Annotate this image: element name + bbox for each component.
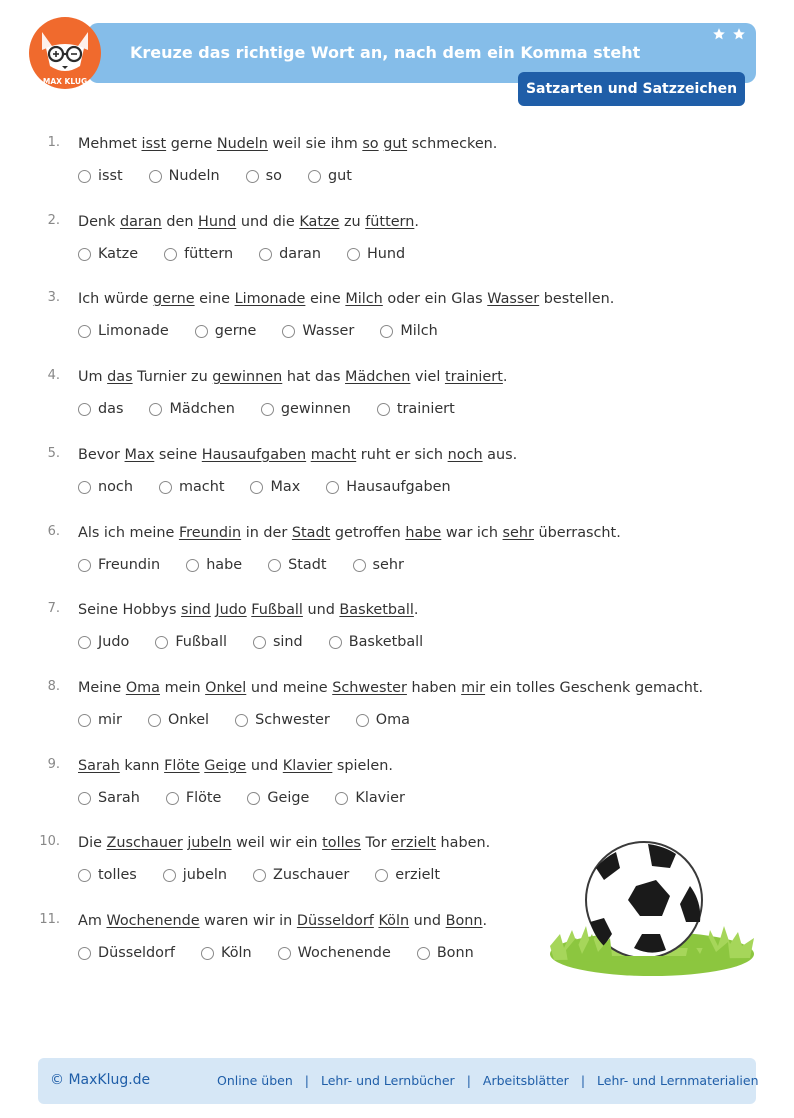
footer-link-arbeitsblaetter[interactable]: Arbeitsblätter [482, 1073, 569, 1088]
radio-button[interactable] [78, 869, 91, 882]
radio-button[interactable] [166, 792, 179, 805]
option-label: mir [98, 712, 122, 728]
option-label: so [265, 168, 282, 184]
sentence-text: Bevor [78, 447, 125, 463]
option-label: tolles [98, 867, 137, 883]
answer-option[interactable] [235, 709, 330, 731]
answer-option[interactable] [155, 631, 227, 653]
underlined-word: Klavier [282, 758, 333, 774]
answer-option[interactable] [253, 631, 303, 653]
sentence-text: bestellen. [539, 291, 615, 307]
question-sentence [78, 833, 490, 853]
radio-button[interactable] [356, 714, 369, 727]
radio-button[interactable] [78, 714, 91, 727]
underlined-word: Mädchen [345, 369, 411, 385]
underlined-word: Hund [198, 214, 237, 230]
underlined-word: Max [124, 447, 155, 463]
option-label: gut [327, 168, 352, 184]
radio-button[interactable] [353, 559, 366, 572]
answer-option[interactable] [195, 320, 257, 342]
option-label: Stadt [288, 557, 327, 573]
answer-option[interactable] [335, 787, 405, 809]
option-label: Wochenende [297, 945, 391, 961]
radio-button[interactable] [253, 869, 266, 882]
answer-option[interactable] [163, 864, 227, 886]
radio-button[interactable] [246, 170, 259, 183]
option-label: Judo [98, 634, 130, 650]
option-label: Limonade [98, 323, 169, 339]
option-label: habe [206, 557, 243, 573]
radio-button[interactable] [329, 636, 342, 649]
sentence-text: Mehmet [78, 136, 142, 152]
answer-option[interactable] [278, 942, 391, 964]
underlined-word: Basketball [339, 602, 414, 618]
question-sentence [78, 445, 517, 465]
answer-options [78, 398, 481, 420]
option-label: Wasser [302, 323, 355, 339]
question-number: 8. [47, 679, 60, 694]
option-label: Bonn [436, 945, 474, 961]
underlined-word: Wochenende [106, 913, 200, 929]
sentence-text: und [302, 602, 340, 618]
underlined-word: noch [447, 447, 483, 463]
difficulty-stars [712, 27, 746, 41]
radio-button[interactable] [261, 403, 274, 416]
underlined-word: jubeln [187, 835, 232, 851]
sentence-text: Als ich meine [78, 525, 179, 541]
sentence-text: Tor [360, 835, 392, 851]
radio-button[interactable] [308, 170, 321, 183]
footer-separator: | [466, 1073, 471, 1088]
underlined-word: gewinnen [212, 369, 283, 385]
question-sentence [78, 600, 418, 620]
sentence-text: aus. [482, 447, 518, 463]
sentence-text: Die [78, 835, 107, 851]
answer-option[interactable] [268, 554, 326, 576]
answer-option[interactable] [78, 476, 133, 498]
sentence-text: und meine [246, 680, 333, 696]
underlined-word: Bonn [445, 913, 483, 929]
answer-option[interactable] [326, 476, 450, 498]
answer-option[interactable] [201, 942, 252, 964]
radio-button[interactable] [78, 559, 91, 572]
underlined-word: Hausaufgaben [201, 447, 307, 463]
sentence-text: . [502, 369, 508, 385]
star-icon [732, 27, 746, 41]
sentence-text: war ich [441, 525, 503, 541]
sentence-text: spielen. [332, 758, 393, 774]
radio-button[interactable] [78, 403, 91, 416]
underlined-word: gerne [152, 291, 195, 307]
sentence-text: . [413, 602, 419, 618]
question-number: 3. [47, 290, 60, 305]
answer-option[interactable] [375, 864, 440, 886]
radio-button[interactable] [247, 792, 260, 805]
option-label: Freundin [98, 557, 161, 573]
option-label: isst [98, 168, 123, 184]
sentence-text: überrascht. [533, 525, 621, 541]
option-label: gerne [214, 323, 257, 339]
option-label: jubeln [182, 867, 228, 883]
answer-option[interactable] [78, 709, 122, 731]
answer-option[interactable] [164, 243, 233, 265]
answer-option[interactable] [78, 554, 160, 576]
radio-button[interactable] [250, 481, 263, 494]
radio-button[interactable] [326, 481, 339, 494]
sentence-text: und [409, 913, 446, 929]
radio-button[interactable] [417, 947, 430, 960]
answer-option[interactable] [186, 554, 242, 576]
option-label: Onkel [167, 712, 210, 728]
radio-button[interactable] [335, 792, 348, 805]
radio-button[interactable] [268, 559, 281, 572]
question-sentence [78, 911, 487, 931]
sentence-text: viel [410, 369, 445, 385]
option-label: Hausaufgaben [346, 479, 451, 495]
option-label: Hund [366, 246, 406, 262]
maxklug-logo [28, 16, 102, 90]
option-label: Milch [400, 323, 438, 339]
underlined-word: Judo [215, 602, 247, 618]
option-label: Köln [220, 945, 252, 961]
option-label: erzielt [395, 867, 441, 883]
sentence-text: . [482, 913, 488, 929]
option-label: trainiert [396, 401, 455, 417]
sentence-text: und [246, 758, 283, 774]
football-illustration [546, 838, 758, 980]
option-label: Max [270, 479, 301, 495]
underlined-word: Schwester [332, 680, 407, 696]
question-number: 10. [39, 834, 60, 849]
radio-button[interactable] [78, 947, 91, 960]
answer-options [78, 787, 431, 809]
question-sentence [78, 756, 393, 776]
sentence-text: Denk [78, 214, 120, 230]
underlined-word: macht [310, 447, 357, 463]
radio-button[interactable] [377, 403, 390, 416]
answer-option[interactable] [149, 398, 234, 420]
sentence-text: Turnier zu [132, 369, 213, 385]
radio-button[interactable] [201, 947, 214, 960]
answer-options [78, 631, 449, 653]
underlined-word: mir [461, 680, 486, 696]
radio-button[interactable] [278, 947, 291, 960]
sentence-text: in der [241, 525, 292, 541]
radio-button[interactable] [375, 869, 388, 882]
answer-option[interactable] [250, 476, 300, 498]
question-sentence [78, 289, 614, 309]
question-sentence [78, 523, 621, 543]
option-label: macht [178, 479, 225, 495]
footer-link-lehr-lernbuecher[interactable]: Lehr- und Lernbücher [320, 1073, 455, 1088]
sentence-text: seine [154, 447, 202, 463]
underlined-word: das [107, 369, 133, 385]
radio-button[interactable] [148, 714, 161, 727]
radio-button[interactable] [380, 325, 393, 338]
sentence-text: weil wir ein [231, 835, 323, 851]
underlined-word: isst [141, 136, 167, 152]
footer-separator: | [580, 1073, 586, 1088]
footer-link-lehr-lernmaterialien[interactable]: Lehr- und Lernmaterialien [597, 1073, 759, 1088]
question-number: 2. [47, 213, 60, 228]
answer-options [78, 320, 464, 342]
sentence-text: eine [194, 291, 235, 307]
sentence-text: waren wir in [199, 913, 297, 929]
footer [38, 1058, 759, 1104]
sentence-text: . [414, 214, 419, 230]
question-number: 1. [47, 135, 60, 150]
sentence-text: weil sie ihm [267, 136, 363, 152]
answer-options [78, 709, 436, 731]
underlined-word: füttern [365, 214, 415, 230]
copyright-text: © MaxKlug.de [50, 1072, 151, 1088]
answer-options [78, 864, 466, 886]
answer-options [78, 942, 500, 964]
answer-options [78, 476, 477, 498]
answer-option[interactable] [159, 476, 225, 498]
option-label: sind [272, 634, 303, 650]
radio-button[interactable] [78, 248, 91, 261]
underlined-word: sehr [502, 525, 534, 541]
answer-option[interactable] [329, 631, 423, 653]
option-label: sehr [372, 557, 404, 573]
question-number: 11. [39, 912, 60, 927]
underlined-word: Köln [378, 913, 410, 929]
option-label: Flöte [185, 790, 222, 806]
radio-button[interactable] [149, 403, 162, 416]
sentence-text: den [161, 214, 199, 230]
sentence-text: gerne [166, 136, 217, 152]
underlined-word: daran [119, 214, 162, 230]
sentence-text: ruht er sich [356, 447, 448, 463]
question-sentence [78, 134, 497, 154]
answer-option[interactable] [253, 864, 349, 886]
radio-button[interactable] [78, 636, 91, 649]
option-label: Schwester [255, 712, 330, 728]
sentence-text: und die [236, 214, 300, 230]
answer-option[interactable] [347, 243, 405, 265]
answer-option[interactable] [377, 398, 455, 420]
answer-option[interactable] [148, 709, 209, 731]
underlined-word: erzielt [391, 835, 436, 851]
answer-option[interactable] [78, 942, 175, 964]
svg-text:MAX KLUG: MAX KLUG [42, 77, 88, 86]
option-label: Zuschauer [273, 867, 350, 883]
answer-option[interactable] [247, 787, 309, 809]
sentence-text: oder ein Glas [382, 291, 488, 307]
radio-button[interactable] [259, 248, 272, 261]
underlined-word: Zuschauer [106, 835, 183, 851]
underlined-word: Fußball [251, 602, 303, 618]
answer-options [78, 165, 378, 187]
footer-links [217, 1073, 759, 1088]
sentence-text: kann [119, 758, 165, 774]
question-number: 4. [47, 368, 60, 383]
underlined-word: Flöte [164, 758, 200, 774]
radio-button[interactable] [78, 325, 91, 338]
option-label: füttern [184, 246, 234, 262]
sentence-text: Um [78, 369, 108, 385]
underlined-word: gut [383, 136, 408, 152]
radio-button[interactable] [186, 559, 199, 572]
option-label: Mädchen [169, 401, 235, 417]
answer-option[interactable] [78, 631, 129, 653]
underlined-word: Freundin [178, 525, 242, 541]
option-label: Geige [267, 790, 310, 806]
option-label: Düsseldorf [98, 945, 175, 961]
answer-option[interactable] [166, 787, 222, 809]
underlined-word: Katze [299, 214, 340, 230]
answer-option[interactable] [308, 165, 352, 187]
sentence-text: getroffen [330, 525, 406, 541]
radio-button[interactable] [155, 636, 168, 649]
answer-options [78, 243, 431, 265]
sentence-text: ein tolles Geschenk gemacht. [485, 680, 704, 696]
underlined-word: Oma [125, 680, 160, 696]
underlined-word: so [362, 136, 379, 152]
answer-option[interactable] [353, 554, 404, 576]
answer-option[interactable] [261, 398, 351, 420]
option-label: Klavier [355, 790, 405, 806]
option-label: das [98, 401, 124, 417]
sentence-text: Am [78, 913, 107, 929]
sentence-text: mein [160, 680, 206, 696]
question-number: 5. [47, 446, 60, 461]
answer-option[interactable] [78, 320, 169, 342]
answer-option[interactable] [246, 165, 282, 187]
sentence-text: hat das [282, 369, 346, 385]
option-label: daran [279, 246, 321, 262]
underlined-word: sind [181, 602, 211, 618]
answer-option[interactable] [149, 165, 220, 187]
underlined-word: Nudeln [216, 136, 268, 152]
sentence-text: zu [339, 214, 366, 230]
question-sentence [78, 367, 507, 387]
radio-button[interactable] [282, 325, 295, 338]
underlined-word: Geige [204, 758, 247, 774]
sentence-text: Meine [78, 680, 126, 696]
footer-link-online-ueben[interactable]: Online üben [217, 1073, 293, 1088]
sentence-text: eine [305, 291, 346, 307]
option-label: Oma [375, 712, 410, 728]
sentence-text: haben. [435, 835, 491, 851]
answer-option[interactable] [282, 320, 354, 342]
category-badge: Satzarten und Satzzeichen [518, 72, 745, 106]
radio-button[interactable] [78, 170, 91, 183]
worksheet-title: Kreuze das richtige Wort an, nach dem ein Komma steht [130, 43, 641, 62]
answer-option[interactable] [78, 787, 140, 809]
radio-button[interactable] [159, 481, 172, 494]
underlined-word: Milch [345, 291, 383, 307]
underlined-word: Wasser [487, 291, 540, 307]
radio-button[interactable] [195, 325, 208, 338]
radio-button[interactable] [163, 869, 176, 882]
answer-option[interactable] [380, 320, 437, 342]
underlined-word: Stadt [291, 525, 331, 541]
sentence-text: schmecken. [407, 136, 498, 152]
sentence-text: Seine Hobbys [78, 602, 182, 618]
answer-option[interactable] [417, 942, 474, 964]
underlined-word: trainiert [444, 369, 503, 385]
sentence-text: haben [406, 680, 462, 696]
radio-button[interactable] [78, 481, 91, 494]
answer-option[interactable] [78, 398, 123, 420]
option-label: Fußball [175, 634, 227, 650]
option-label: Sarah [98, 790, 140, 806]
answer-option[interactable] [78, 165, 123, 187]
sentence-text: Ich würde [78, 291, 153, 307]
answer-option[interactable] [356, 709, 410, 731]
radio-button[interactable] [347, 248, 360, 261]
option-label: noch [98, 479, 133, 495]
option-label: Basketball [348, 634, 424, 650]
radio-button[interactable] [235, 714, 248, 727]
question-sentence [78, 212, 419, 232]
underlined-word: Düsseldorf [296, 913, 374, 929]
underlined-word: Onkel [205, 680, 247, 696]
answer-option[interactable] [78, 243, 138, 265]
radio-button[interactable] [149, 170, 162, 183]
underlined-word: habe [405, 525, 442, 541]
underlined-word: Sarah [78, 758, 120, 774]
radio-button[interactable] [78, 792, 91, 805]
question-sentence [78, 678, 703, 698]
underlined-word: Limonade [234, 291, 306, 307]
radio-button[interactable] [253, 636, 266, 649]
question-number: 6. [47, 524, 60, 539]
option-label: gewinnen [280, 401, 351, 417]
question-number: 9. [47, 757, 60, 772]
answer-options [78, 554, 430, 576]
question-number: 7. [47, 601, 60, 616]
radio-button[interactable] [164, 248, 177, 261]
answer-option[interactable] [78, 864, 137, 886]
answer-option[interactable] [259, 243, 321, 265]
star-icon [712, 27, 726, 41]
underlined-word: tolles [322, 835, 361, 851]
option-label: Katze [98, 246, 139, 262]
footer-separator: | [304, 1073, 309, 1088]
option-label: Nudeln [168, 168, 220, 184]
